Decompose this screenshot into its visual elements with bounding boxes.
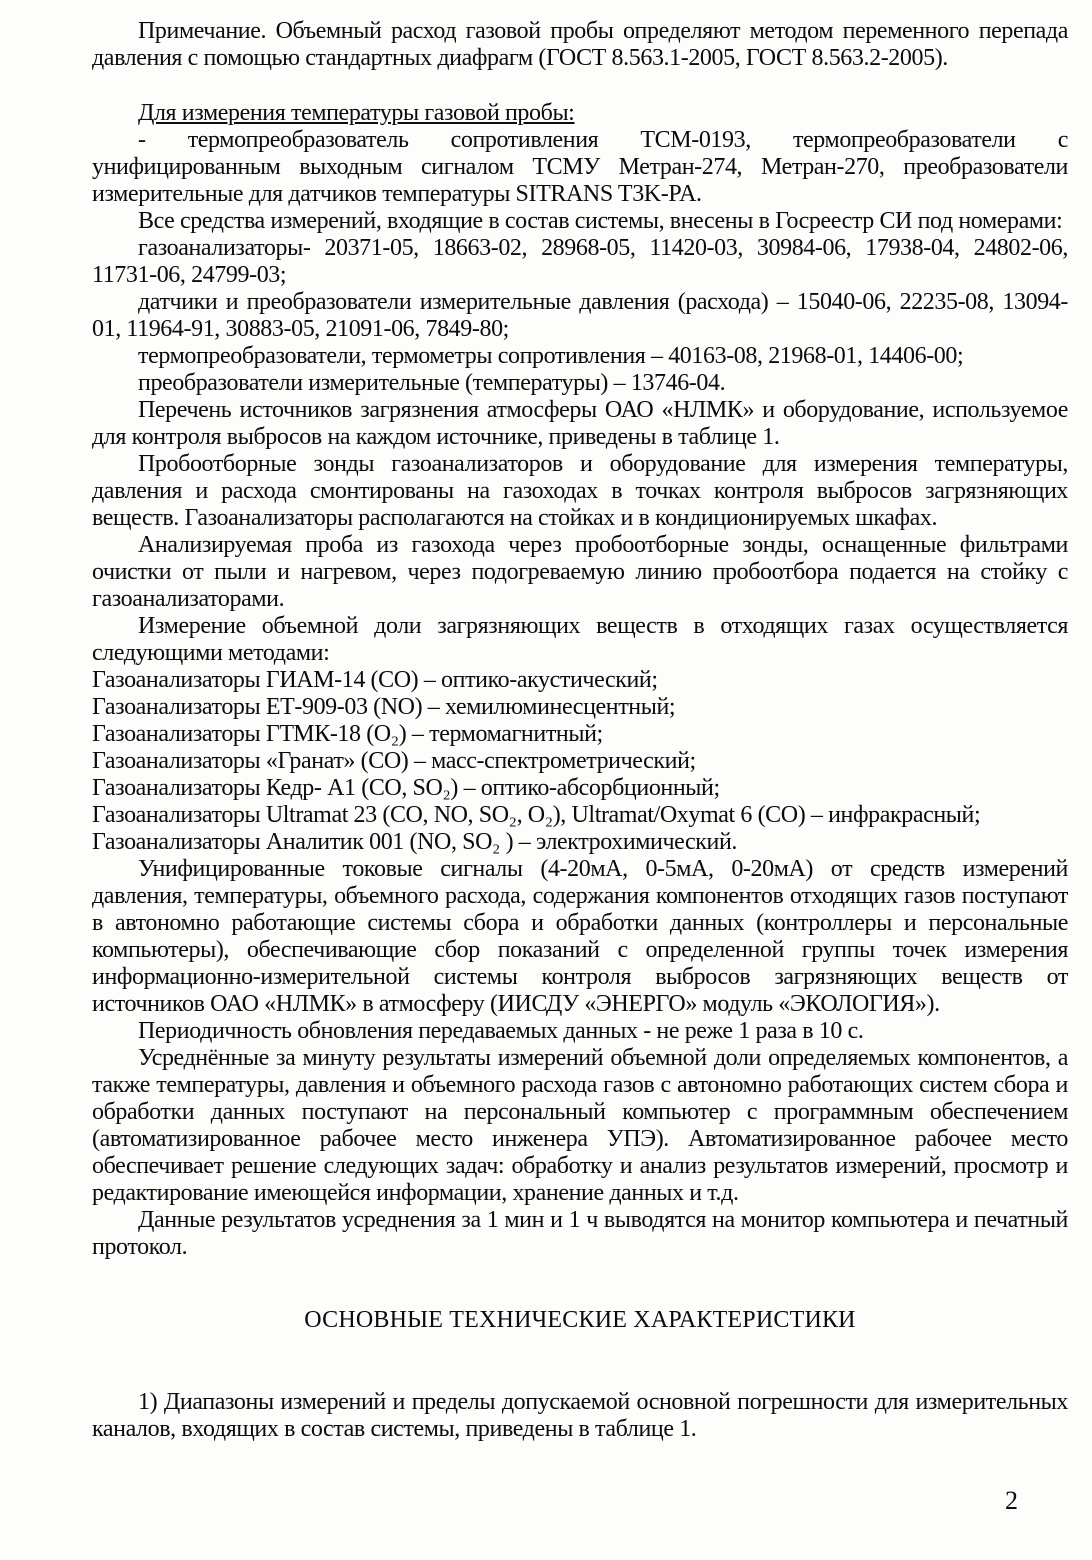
paragraph-gas-analyzer-numbers: газоанализаторы- 20371-05, 18663-02, 28968-05, 11420-03, 30984-06, 17938-04, 24802-06, 11731-06, 24799-03; — [92, 235, 1068, 288]
paragraph-unified-current-signals: Унифицированные токовые сигналы (4-20мА, 0-5мА, 0-20мА) от средств измерений давления, температуры, объемного расхода, содержания компонентов отходящих газов поступают в автономно работающие системы сбора и обработки данных (контроллеры и персональные компьютеры), обеспечивающие сбор показаний с определенной группы точек измерения информационно-измерительной системы контроля выбросов загрязняющих веществ от источников ОАО «НЛМК» в атмосферу (ИИСДУ «ЭНЕРГО» модуль «ЭКОЛОГИЯ»). — [92, 856, 1068, 1017]
page-content — [92, 18, 1068, 1443]
note-paragraph: Примечание. Объемный расход газовой пробы определяют методом переменного перепада давления с помощью стандартных диафрагм (ГОСТ 8.563.1-2005, ГОСТ 8.563.2-2005). — [92, 18, 1068, 71]
paragraph-thermo-converter-numbers: термопреобразователи, термометры сопротивления – 40163-08, 21968-01, 14406-00; — [138, 343, 964, 369]
analyzer-method-line: Газоанализаторы Аналитик 001 (NO, SO₂ ) – электрохимический. — [92, 829, 738, 855]
paragraph-averaging-output: Данные результатов усреднения за 1 мин и 1 ч выводятся на монитор компьютера и печатный протокол. — [92, 1207, 1068, 1260]
page-number: 2 — [1005, 1486, 1018, 1515]
analyzer-method-line: Газоанализаторы Кедр- А1 (СО, SO₂) – оптико-абсорбционный; — [92, 775, 720, 801]
temperature-measurement-heading: Для измерения температуры газовой пробы: — [138, 100, 575, 126]
paragraph-pollution-sources-list: Перечень источников загрязнения атмосферы ОАО «НЛМК» и оборудование, используемое для контроля выбросов на каждом источнике, приведены в таблице 1. — [92, 397, 1068, 450]
analyzer-method-line: Газоанализаторы ЕТ-909-03 (NO) – хемилюминесцентный; — [92, 694, 676, 720]
paragraph-pressure-sensor-numbers: датчики и преобразователи измерительные давления (расхода) – 15040-06, 22235-08, 13094-01, 11964-91, 30883-05, 21091-06, 7849-80; — [92, 289, 1068, 342]
analyzer-method-line: Газоанализаторы ГИАМ-14 (СО) – оптико-акустический; — [92, 667, 658, 693]
analyzer-method-line: Газоанализаторы ГТМК-18 (О₂) – термомагнитный; — [92, 721, 603, 747]
main-characteristics-heading: ОСНОВНЫЕ ТЕХНИЧЕСКИЕ ХАРАКТЕРИСТИКИ — [304, 1307, 856, 1333]
paragraph-measurement-ranges: 1) Диапазоны измерений и пределы допускаемой основной погрешности для измерительных каналов, входящих в состав системы, приведены в таблице 1. — [92, 1389, 1068, 1442]
paragraph-state-register-intro: Все средства измерений, входящие в состав системы, внесены в Госреестр СИ под номерами: — [138, 208, 1063, 234]
paragraph-temperature-sensors: - термопреобразователь сопротивления ТСМ-0193, термопреобразователи с унифицированным выходным сигналом ТСМУ Метран-274, Метран-270, преобразователи измерительные для датчиков температуры SITRANS T3K-PA. — [92, 127, 1068, 207]
analyzer-method-line: Газоанализаторы «Гранат» (СО) – масс-спектрометрический; — [92, 748, 696, 774]
paragraph-update-period: Периодичность обновления передаваемых данных - не реже 1 раза в 10 с. — [138, 1018, 864, 1044]
paragraph-averaged-results: Усреднённые за минуту результаты измерений объемной доли определяемых компонентов, а также температуры, давления и объемного расхода газов с автономно работающих систем сбора и обработки данных поступают на персональный компьютер с программным обеспечением (автоматизированное рабочее место инженера УПЭ). Автоматизированное рабочее место обеспечивает решение следующих задач: обработку и анализ результатов измерений, просмотр и редактирование имеющейся информации, хранение данных и т.д. — [92, 1045, 1068, 1206]
paragraph-temperature-converter-numbers: преобразователи измерительные (температуры) – 13746-04. — [138, 370, 726, 396]
analyzer-methods-list — [92, 667, 1068, 856]
paragraph-analyzed-sample: Анализируемая проба из газохода через пробоотборные зонды, оснащенные фильтрами очистки от пыли и нагревом, через подогреваемую линию пробоотбора подается на стойку с газоанализаторами. — [92, 532, 1068, 612]
paragraph-measurement-methods-intro: Измерение объемной доли загрязняющих веществ в отходящих газах осуществляется следующими методами: — [92, 613, 1068, 666]
analyzer-method-line: Газоанализаторы Ultramat 23 (CO, NO, SO₂, O₂), Ultramat/Oxymat 6 (CO) – инфракрасный; — [92, 802, 981, 828]
paragraph-sampling-probes: Пробоотборные зонды газоанализаторов и оборудование для измерения температуры, давления и расхода смонтированы на газоходах в точках контроля выбросов загрязняющих веществ. Газоанализаторы располагаются на стойках и в кондиционируемых шкафах. — [92, 451, 1068, 531]
